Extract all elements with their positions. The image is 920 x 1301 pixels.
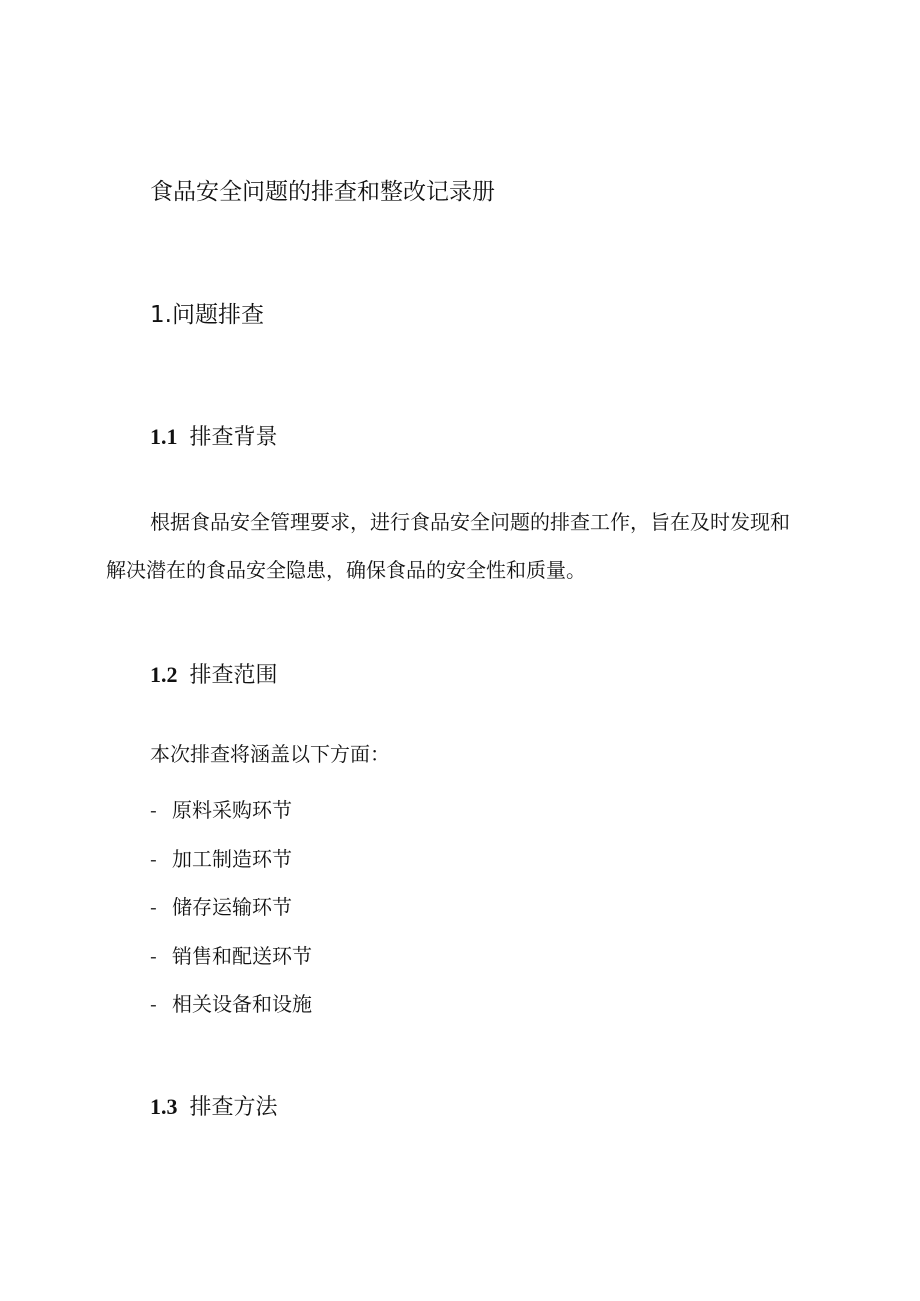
list-bullet: - xyxy=(150,846,157,871)
list-bullet: - xyxy=(150,895,157,919)
subsection-heading-1-1 xyxy=(150,420,278,451)
list-item-text: 加工制造环节 xyxy=(172,846,292,871)
subsection-number: 1.3 xyxy=(150,1094,178,1119)
subsection-title: 排查背景 xyxy=(189,425,278,450)
list-item xyxy=(150,980,312,1029)
section-heading-1: 1.问题排查 xyxy=(150,302,264,328)
scope-list xyxy=(150,786,312,1029)
subsection-number: 1.1 xyxy=(150,424,178,449)
subsection-title: 排查方法 xyxy=(189,1095,278,1120)
list-bullet: - xyxy=(150,798,157,822)
list-item xyxy=(150,932,312,981)
document-title: 食品安全问题的排查和整改记录册 xyxy=(150,179,495,205)
list-item-text: 原料采购环节 xyxy=(172,798,292,822)
list-bullet: - xyxy=(150,992,157,1016)
list-item xyxy=(150,786,312,835)
list-item-text: 相关设备和设施 xyxy=(172,992,312,1016)
list-item xyxy=(150,835,312,884)
background-paragraph: 根据食品安全管理要求，进行食品安全问题的排查工作，旨在及时发现和解决潜在的食品安全隐患，确保食品的安全性和质量。 xyxy=(106,510,790,582)
subsection-heading-1-2 xyxy=(150,658,278,689)
list-item xyxy=(150,883,312,932)
subsection-title: 排查范围 xyxy=(189,663,278,688)
subsection-number: 1.2 xyxy=(150,662,178,687)
scope-intro: 本次排查将涵盖以下方面： xyxy=(150,742,390,766)
subsection-heading-1-3 xyxy=(150,1090,278,1121)
list-item-text: 销售和配送环节 xyxy=(172,943,312,968)
list-bullet: - xyxy=(150,943,157,968)
list-item-text: 储存运输环节 xyxy=(172,895,292,919)
